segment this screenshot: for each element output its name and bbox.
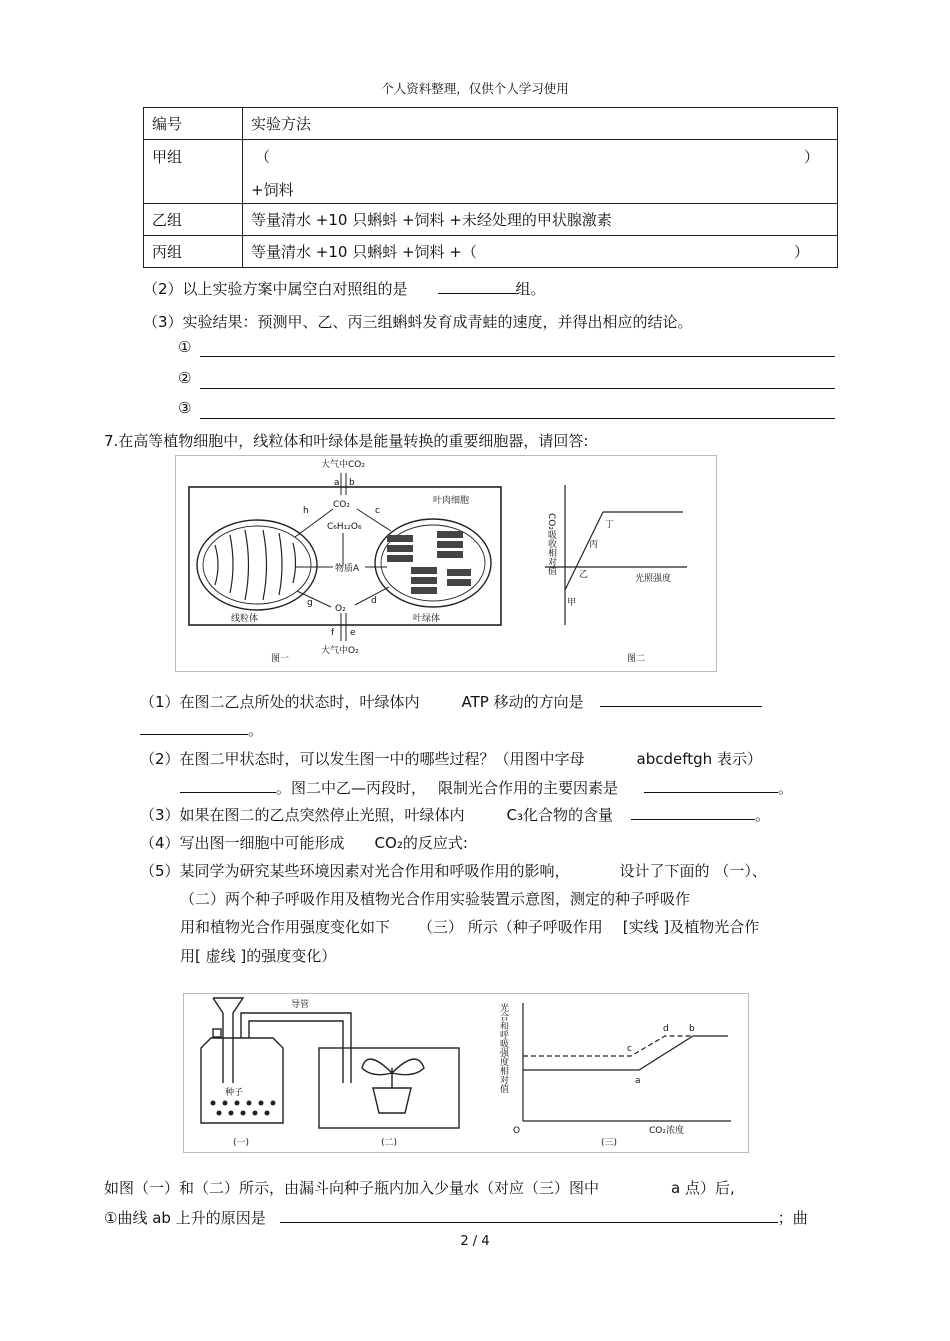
paren-open: （ [255, 148, 271, 166]
svg-text:d: d [663, 1024, 669, 1034]
table-cell-bing-method [243, 236, 838, 268]
svg-text:丁: 丁 [605, 520, 615, 530]
svg-text:CO₂浓度: CO₂浓度 [649, 1126, 684, 1136]
question-2: （2）以上实验方案中属空白对照组的是 组。 [143, 277, 546, 299]
svg-text:甲: 甲 [567, 598, 577, 608]
answer-blank-ab [280, 1206, 778, 1223]
page-number: 2 / 4 [460, 1234, 490, 1249]
figure-1-2-svg [175, 455, 717, 672]
svg-text:种子: 种子 [225, 1088, 244, 1098]
svg-text:光照强度: 光照强度 [635, 574, 672, 584]
svg-text:b: b [349, 478, 355, 488]
answer-label-3: ③ [178, 399, 192, 417]
jia-line2: +饲料 [251, 181, 294, 199]
bing-method-text: 等量清水 +10 只蝌蚪 +饲料 +（ [251, 243, 477, 261]
svg-text:e: e [350, 628, 356, 638]
plant-box [319, 1048, 459, 1128]
svg-text:叶绿体: 叶绿体 [413, 614, 441, 624]
svg-text:线粒体: 线粒体 [231, 614, 259, 624]
table-cell-group-bing: 丙组 [144, 236, 243, 268]
svg-text:图二: 图二 [627, 654, 646, 664]
paren-close: ） [803, 148, 819, 166]
figure-1-2 [175, 455, 717, 672]
answer-label-2: ② [178, 369, 192, 387]
svg-text:b: b [689, 1024, 695, 1034]
bing-paren-close: ） [793, 243, 809, 261]
sub-question-1-cont: 。 [140, 718, 263, 740]
sub-question-3: （3）如果在图二的乙点突然停止光照，叶绿体内 C₃化合物的含量 。 [140, 803, 770, 825]
svg-text:叶肉细胞: 叶肉细胞 [433, 496, 470, 506]
table-header-id: 编号 [144, 108, 243, 140]
svg-text:丙: 丙 [589, 540, 599, 550]
svg-text:g: g [307, 598, 313, 608]
sub-question-5-line1: （5）某同学为研究某些环境因素对光合作用和呼吸作用的影响， 设计了下面的 （一）、 [140, 862, 767, 880]
svg-text:(三): (三) [601, 1138, 618, 1148]
answer-blank-2a [180, 776, 276, 793]
svg-text:O₂: O₂ [335, 604, 346, 614]
table-cell-yi-method: 等量清水 +10 只蝌蚪 +饲料 +未经处理的甲状腺激素 [243, 204, 838, 236]
svg-text:c: c [375, 506, 380, 516]
svg-text:a: a [334, 478, 340, 488]
sub-question-4: （4）写出图一细胞中可能形成 CO₂的反应式: [140, 834, 468, 852]
experiment-table [143, 107, 838, 268]
fig1-top-label: 大气中CO₂ [321, 460, 365, 470]
paragraph-2: ①曲线 ab 上升的原因是 ；曲 [104, 1206, 808, 1228]
sub-question-2: （2）在图二甲状态时，可以发生图一中的哪些过程？（用图中字母 abcdeftgh 表示） [140, 750, 762, 768]
answer-blank-1a [600, 690, 762, 707]
answer-line-2 [200, 388, 835, 389]
answer-line-3 [200, 418, 835, 419]
svg-text:O: O [513, 1126, 521, 1136]
svg-text:光合和呼吸强度相对值: 光合和呼吸强度相对值 [498, 1003, 508, 1093]
table-cell-group-jia: 甲组 [144, 140, 243, 204]
sub-question-5-line3: 用和植物光合作用强度变化如下 （三） 所示（种子呼吸作用 [实线 ]及植物光合作 [180, 918, 760, 936]
fig2-ylabel: CO₂吸收相对值 [546, 513, 556, 575]
answer-blank [438, 277, 516, 294]
figure-3-svg [183, 993, 749, 1153]
question-3: （3）实验结果：预测甲、乙、丙三组蝌蚪发育成青蛙的速度，并得出相应的结论。 [143, 313, 693, 331]
sub-question-5-line4: 用[ 虚线 ]的强度变化） [180, 947, 337, 965]
svg-text:(二): (二) [381, 1138, 398, 1148]
svg-text:大气中O₂: 大气中O₂ [321, 646, 359, 656]
sub-question-5-line2: （二）两个种子呼吸作用及植物光合作用实验装置示意图，测定的种子呼吸作 [180, 890, 691, 908]
svg-text:图一: 图一 [271, 654, 290, 664]
answer-blank-3 [631, 803, 755, 820]
svg-text:物质A: 物质A [335, 564, 360, 574]
svg-text:a: a [635, 1076, 641, 1086]
svg-text:C₆H₁₂O₆: C₆H₁₂O₆ [327, 522, 362, 532]
svg-text:c: c [627, 1044, 632, 1054]
answer-blank-1b [140, 718, 248, 735]
svg-text:乙: 乙 [579, 570, 589, 580]
paragraph-1: 如图（一）和（二）所示，由漏斗向种子瓶内加入少量水（对应（三）图中 a 点）后, [104, 1179, 735, 1197]
table-cell-jia-method [243, 140, 838, 204]
svg-text:h: h [303, 506, 309, 516]
answer-blank-2b [644, 776, 778, 793]
svg-text:d: d [371, 596, 377, 606]
svg-text:(一): (一) [233, 1138, 250, 1148]
table-header-method: 实验方法 [243, 108, 838, 140]
answer-line-1 [200, 356, 835, 357]
svg-text:f: f [331, 628, 335, 638]
svg-text:CO₂: CO₂ [333, 500, 350, 510]
figure-3 [183, 993, 749, 1153]
svg-text:导管: 导管 [291, 1000, 310, 1010]
table-cell-group-yi: 乙组 [144, 204, 243, 236]
fig3-graph [523, 1003, 731, 1121]
sub-question-1: （1）在图二乙点所处的状态时，叶绿体内 ATP 移动的方向是 [140, 690, 762, 712]
page-header: 个人资料整理，仅供个人学习使用 [381, 81, 569, 96]
sub-question-2-cont: 。图二中乙—丙段时， 限制光合作用的主要因素是 。 [180, 776, 793, 798]
answer-label-1: ① [178, 338, 192, 356]
question-7-title: 7.在高等植物细胞中，线粒体和叶绿体是能量转换的重要细胞器，请回答: [104, 432, 589, 450]
